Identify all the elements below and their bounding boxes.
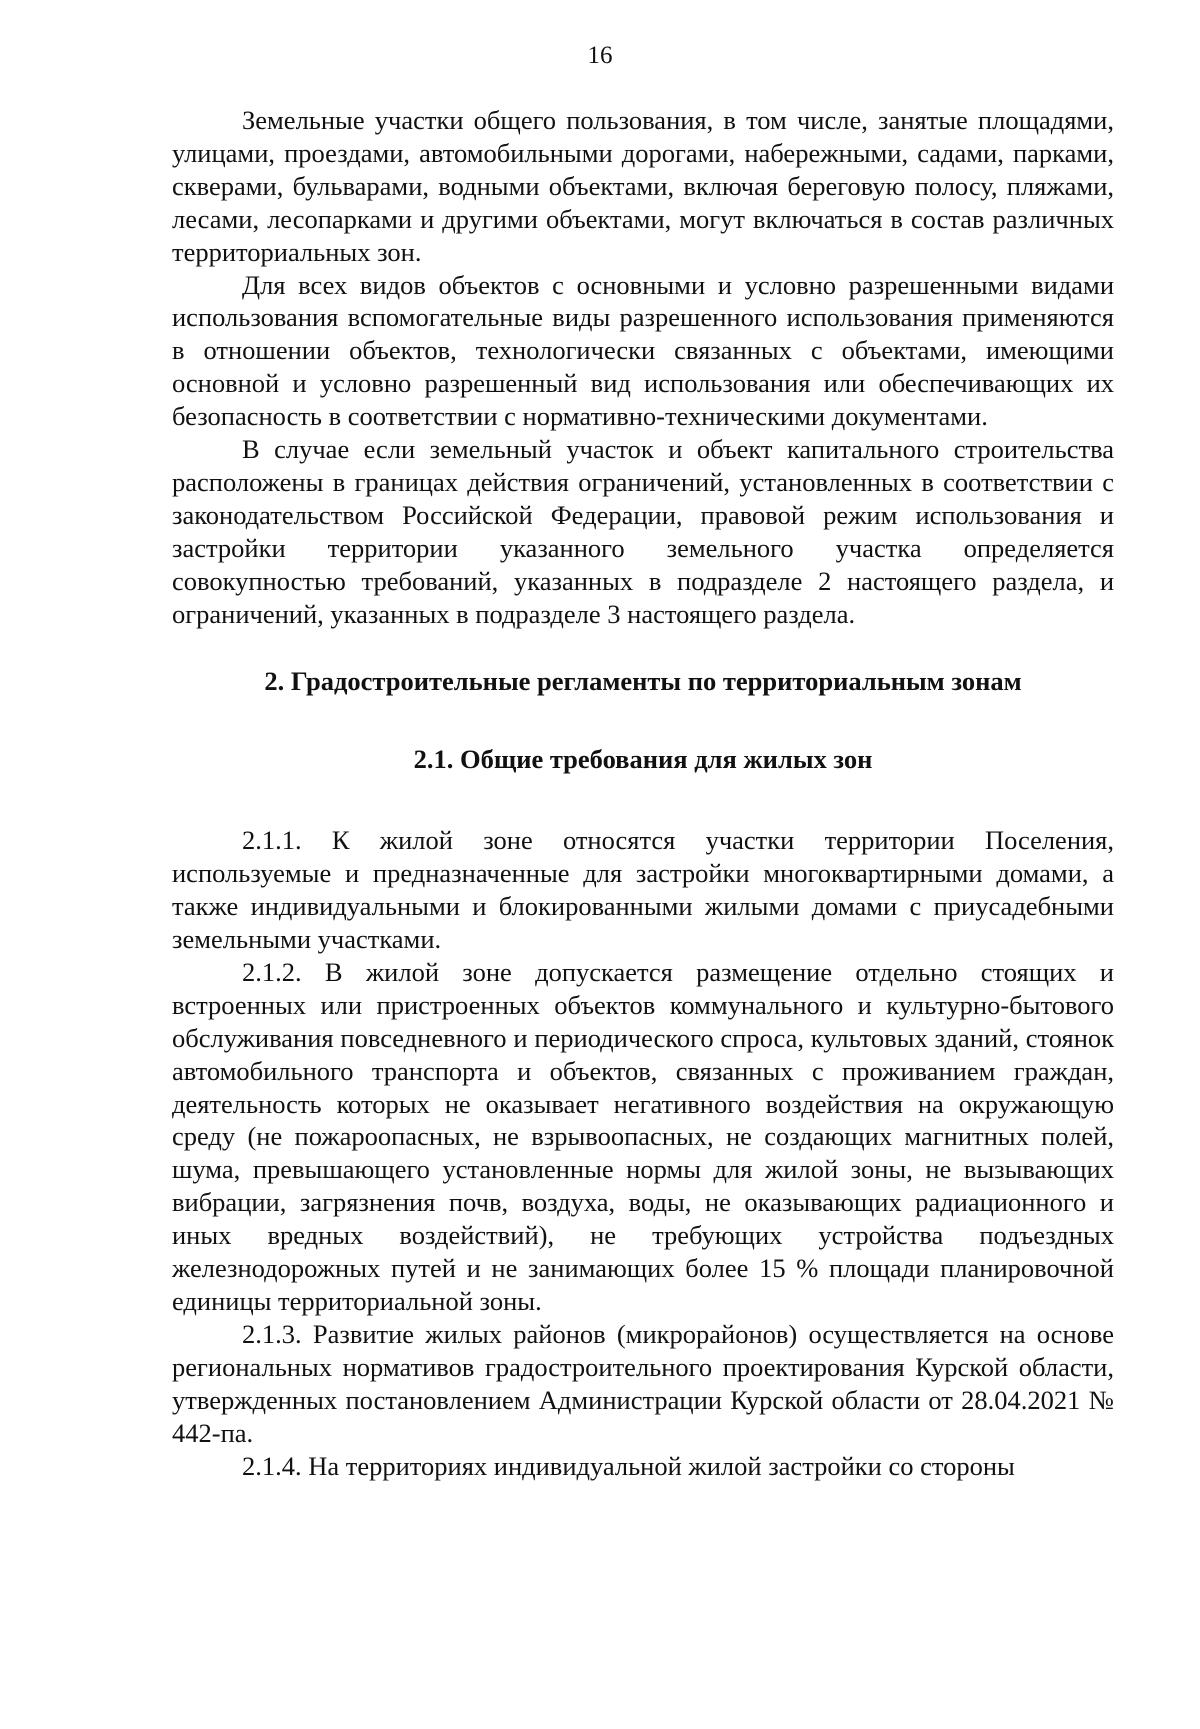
page-number: 16: [587, 42, 613, 69]
clause-2-1-3: 2.1.3. Развитие жилых районов (микрорайонов) осуществляется на основе региональных нормативов градостроительного проектирования Курской области, утвержденных постановлением Администрации Курской области от 28.04.2021 № 442-па.: [172, 1318, 1114, 1448]
paragraph-common-use-land: Земельные участки общего пользования, в том числе, занятые площадями, улицами, проездами, автомобильными дорогами, набережными, садами, парками, скверами, бульварами, водными объектами, включая береговую полосу, пляжами, лесами, лесопарками и другими объектами, могут включаться в состав различных территориальных зон.: [172, 105, 1114, 267]
clause-2-1-1: 2.1.1. К жилой зоне относятся участки территории Поселения, используемые и предназначенные для застройки многоквартирными домами, а также индивидуальными и блокированными жилыми домами с приусадебными земельными участками.: [172, 825, 1114, 955]
section-heading: 2. Градостроительные регламенты по территориальным зонам: [264, 665, 1022, 696]
paragraph-auxiliary-uses: Для всех видов объектов с основными и условно разрешенными видами использования вспомогательные виды разрешенного использования применяются в отношении объектов, технологически связанных с объектами, имеющими основной и условно разрешенный вид использования или обеспечивающих их безопасность в соответствии с нормативно-техническими документами.: [172, 269, 1114, 432]
clause-2-1-2: 2.1.2. В жилой зоне допускается размещение отдельно стоящих и встроенных или пристроенных объектов коммунального и культурно-бытового обслуживания повседневного и периодического спроса, культовых зданий, стоянок автомобильного транспорта и объектов, связанных с проживанием граждан, деятельность которых не оказывает негативного воздействия на окружающую среду (не пожароопасных, не взрывоопасных, не создающих магнитных полей, шума, превышающего установленные нормы для жилой зоны, не вызывающих вибрации, загрязнения почв, воздуха, воды, не оказывающих радиационного и иных вредных воздействий), не требующих устройства подъездных железнодорожных путей и не занимающих более 15 % площади планировочной единицы территориальной зоны.: [172, 956, 1114, 1316]
paragraph-restrictions: В случае если земельный участок и объект капитального строительства расположены в границах действия ограничений, установленных в соответствии с законодательством Российской Федерации, правовой режим использования и застройки территории указанного земельного участка определяется совокупностью требований, указанных в подразделе 2 настоящего раздела, и ограничений, указанных в подразделе 3 настоящего раздела.: [172, 434, 1114, 629]
subsection-heading: 2.1. Общие требования для жилых зон: [413, 744, 873, 775]
document-body: [172, 104, 1114, 1482]
clause-2-1-4: 2.1.4. На территориях индивидуальной жилой застройки со стороны: [242, 1450, 1015, 1481]
